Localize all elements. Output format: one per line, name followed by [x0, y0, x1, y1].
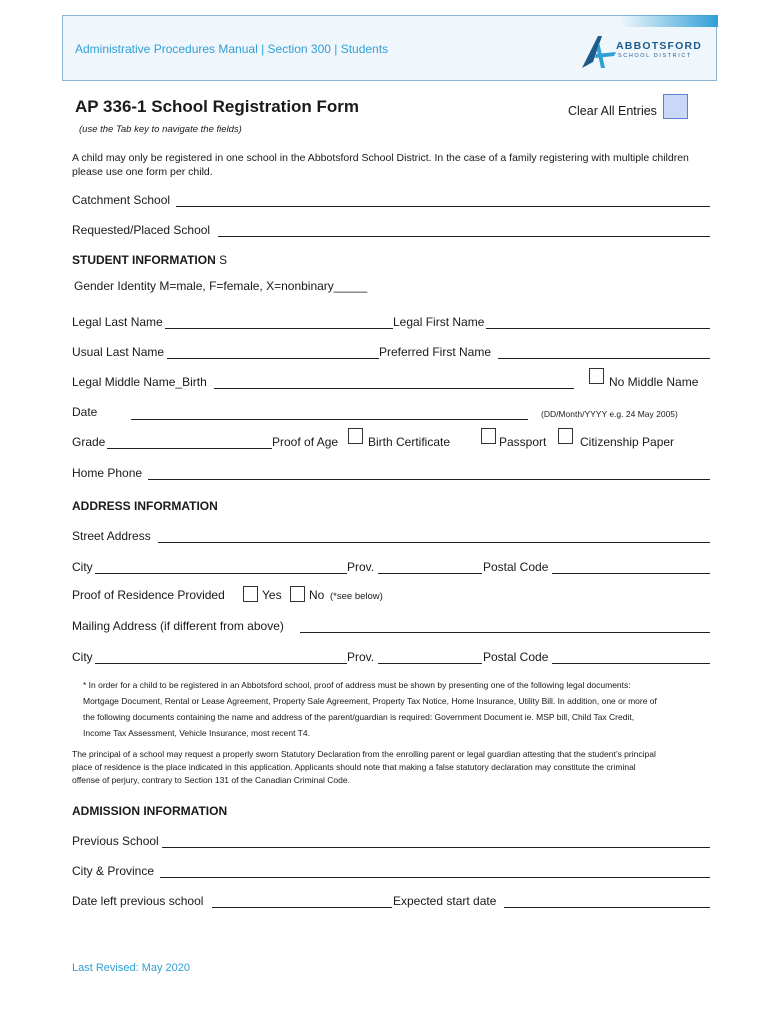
admission-info-heading: ADMISSION INFORMATION	[72, 804, 228, 818]
usual-last-name-label: Usual Last Name	[72, 345, 165, 359]
birth-certificate-label: Birth Certificate	[368, 435, 451, 449]
student-info-heading: STUDENT INFORMATION S	[72, 253, 228, 267]
see-below-note: (*see below)	[330, 591, 383, 602]
mailing-address-label: Mailing Address (if different from above)	[72, 619, 284, 633]
no-middle-name-label: No Middle Name	[609, 375, 699, 389]
grade-input[interactable]	[107, 448, 272, 449]
passport-label: Passport	[499, 435, 547, 449]
gender-identity-field[interactable]: Gender Identity M=male, F=female, X=nonbinary_____	[74, 279, 368, 293]
street-address-label: Street Address	[72, 529, 151, 543]
no-middle-name-checkbox[interactable]	[589, 368, 604, 384]
residence-no-label: No	[309, 588, 325, 602]
legal-last-name-label: Legal Last Name	[72, 315, 163, 329]
home-phone-label: Home Phone	[72, 466, 143, 480]
date-left-input[interactable]	[212, 907, 392, 908]
residence-yes-checkbox[interactable]	[243, 586, 258, 602]
mailing-postal-code-input[interactable]	[552, 663, 710, 664]
proof-of-age-label: Proof of Age	[272, 435, 339, 449]
mailing-address-input[interactable]	[300, 632, 710, 633]
catchment-school-label: Catchment School	[72, 193, 171, 207]
header-title: Administrative Procedures Manual | Section 300 | Students	[75, 42, 389, 56]
date-label: Date	[72, 405, 98, 419]
city-label: City	[72, 560, 93, 574]
logo-wordmark: ABBOTSFORD	[616, 40, 703, 52]
clear-all-label: Clear All Entries	[568, 104, 657, 118]
last-revised-footer: Last Revised: May 2020	[72, 962, 191, 974]
legal-first-name-label: Legal First Name	[393, 315, 485, 329]
expected-start-label: Expected start date	[393, 894, 497, 908]
form-subtitle: (use the Tab key to navigate the fields)	[79, 124, 242, 135]
street-address-input[interactable]	[158, 542, 710, 543]
date-input[interactable]	[131, 419, 528, 420]
expected-start-input[interactable]	[504, 907, 710, 908]
mailing-city-input[interactable]	[95, 663, 347, 664]
intro-text: A child may only be registered in one school in the Abbotsford School District. In the case of a family registering with multiple children please use one form per child.	[72, 152, 689, 178]
home-phone-input[interactable]	[148, 479, 710, 480]
preferred-first-name-input[interactable]	[498, 358, 710, 359]
requested-school-input[interactable]	[218, 236, 710, 237]
mailing-prov-label: Prov.	[347, 650, 375, 664]
usual-last-name-input[interactable]	[167, 358, 379, 359]
clear-all-button[interactable]	[663, 94, 688, 119]
catchment-school-input[interactable]	[176, 206, 710, 207]
birth-certificate-checkbox[interactable]	[348, 428, 363, 444]
residence-note: * In order for a child to be registered in an Abbotsford school, proof of address must be shown by presenting one of the following legal documents: Mortgage Document, Rental or Lease Agreement, Property Sale Agreement, Property Tax Notice, Home Insurance, Utility Bill. In addition, one or more of the following documents containing the name and address of the parent/guardian is required: Government Document ie. MSP bill, Child Tax Credit, Income Tax Assessment, Vehicle Insurance, most recent T4.	[83, 680, 657, 738]
prov-label: Prov.	[347, 560, 375, 574]
postal-code-input[interactable]	[552, 573, 710, 574]
previous-school-input[interactable]	[162, 847, 710, 848]
form-title: AP 336-1 School Registration Form	[75, 97, 360, 116]
city-province-input[interactable]	[160, 877, 710, 878]
grade-label: Grade	[72, 435, 106, 449]
address-info-heading: ADDRESS INFORMATION	[72, 499, 218, 513]
passport-checkbox[interactable]	[481, 428, 496, 444]
legal-last-name-input[interactable]	[165, 328, 393, 329]
residence-no-checkbox[interactable]	[290, 586, 305, 602]
requested-school-label: Requested/Placed School	[72, 223, 211, 237]
mailing-postal-code-label: Postal Code	[483, 650, 549, 664]
legal-middle-name-input[interactable]	[214, 388, 574, 389]
city-province-label: City & Province	[72, 864, 155, 878]
proof-of-residence-label: Proof of Residence Provided	[72, 588, 225, 602]
header-accent-bar	[620, 15, 718, 27]
prov-input[interactable]	[378, 573, 482, 574]
statutory-declaration-note: The principal of a school may request a properly sworn Statutory Declaration from the enrolling parent or legal guardian attesting that the student’s principal place of residence is the place indicated in this application. Applicants should note that making a false statutory declaration may constitute the criminal offense of perjury, contrary to Section 131 of the Canadian Criminal Code.	[72, 749, 656, 785]
date-left-label: Date left previous school	[72, 894, 204, 908]
postal-code-label: Postal Code	[483, 560, 549, 574]
citizenship-paper-label: Citizenship Paper	[580, 435, 675, 449]
date-format-hint: (DD/Month/YYYY e.g. 24 May 2005)	[541, 409, 678, 419]
mailing-city-label: City	[72, 650, 93, 664]
citizenship-paper-checkbox[interactable]	[558, 428, 573, 444]
city-input[interactable]	[95, 573, 347, 574]
abbotsford-logo-icon	[578, 32, 618, 72]
mailing-prov-input[interactable]	[378, 663, 482, 664]
logo-subtitle: SCHOOL DISTRICT	[618, 53, 692, 59]
legal-first-name-input[interactable]	[486, 328, 710, 329]
residence-yes-label: Yes	[262, 588, 282, 602]
legal-middle-name-label: Legal Middle Name_Birth	[72, 375, 207, 389]
preferred-first-name-label: Preferred First Name	[379, 345, 492, 359]
previous-school-label: Previous School	[72, 834, 159, 848]
